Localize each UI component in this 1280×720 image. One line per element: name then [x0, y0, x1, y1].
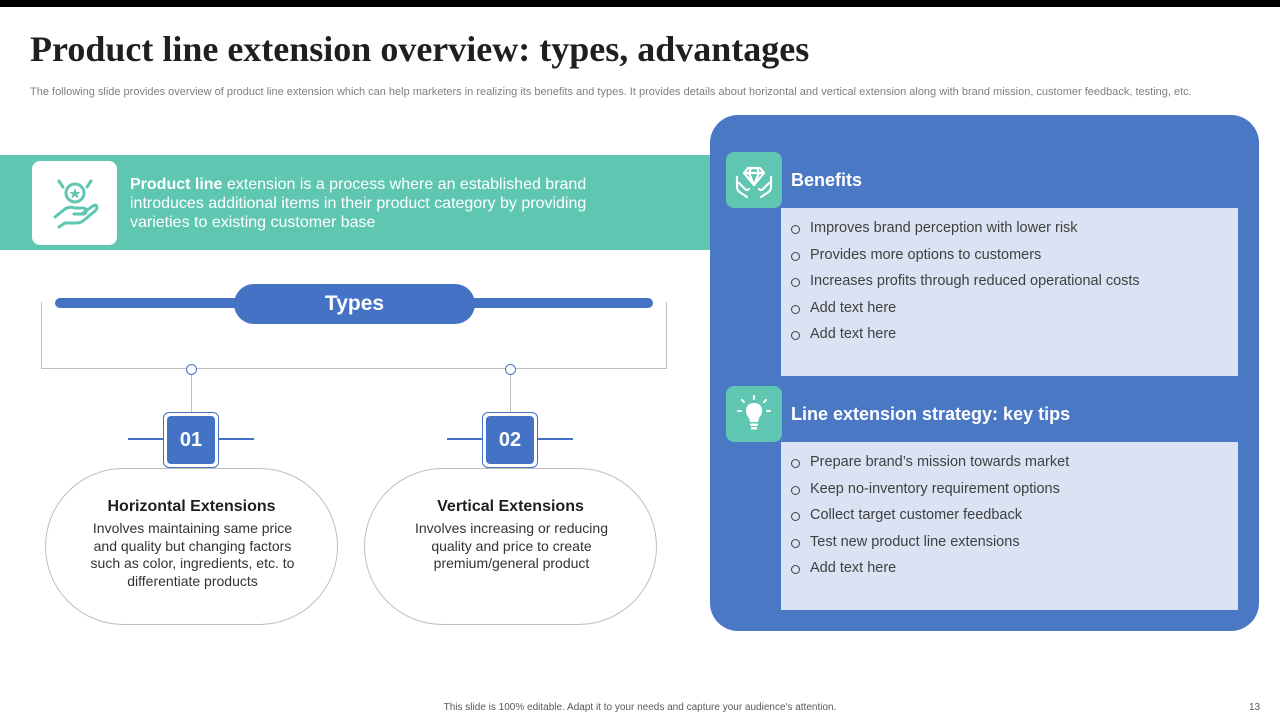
- connector-dot: [505, 364, 516, 375]
- type-description: Involves increasing or reducing quality and price to create premium/general product: [415, 520, 608, 571]
- list-item: [791, 532, 1069, 559]
- benefits-box: [781, 208, 1238, 376]
- intro-text: [130, 175, 600, 232]
- tips-list: [791, 452, 1069, 585]
- tips-title: Line extension strategy: key tips: [791, 404, 1071, 424]
- intro-icon-box: [32, 161, 117, 245]
- bullet-icon: [791, 565, 800, 574]
- connector-line: [191, 369, 192, 413]
- bullet-icon: [791, 486, 800, 495]
- type-title: Horizontal Extensions: [107, 498, 276, 515]
- intro-body: extension is a process where an established brand introduces additional items in their product category by providing varieties to existing customer base: [130, 176, 587, 231]
- benefits-list: [791, 218, 1140, 351]
- list-item: [791, 218, 1140, 245]
- type-number-badge: [482, 412, 538, 468]
- type-card-vertical: [364, 468, 657, 625]
- list-item-text: Increases profits through reduced operational costs: [810, 273, 1140, 289]
- types-heading: Types: [234, 284, 475, 324]
- list-item: [791, 558, 1069, 585]
- benefits-title: Benefits: [791, 170, 863, 190]
- list-item: [791, 324, 1140, 351]
- list-item: [791, 452, 1069, 479]
- type-number-badge: [163, 412, 219, 468]
- benefits-icon-box: [726, 152, 782, 208]
- list-item: [791, 245, 1140, 272]
- hand-with-money-icon: [49, 177, 101, 229]
- bullet-icon: [791, 278, 800, 287]
- list-item-text: Test new product line extensions: [810, 533, 1020, 550]
- list-item-text: Add text here: [810, 560, 897, 576]
- list-item: [791, 298, 1140, 325]
- list-item-text: Add text here: [810, 299, 897, 316]
- connector-line: [510, 369, 511, 413]
- slide-subtitle: The following slide provides overview of product line extension which can help marketers in realizing its benefits and types. It provides details about horizontal and vertical extension along with brand mission, customer feedback, testing, etc.: [30, 86, 1192, 98]
- connector-dot: [186, 364, 197, 375]
- tips-box: [781, 442, 1238, 610]
- tips-icon-box: [726, 386, 782, 442]
- lightbulb-icon: [734, 394, 774, 434]
- list-item-text: Add text here: [810, 326, 897, 342]
- bullet-icon: [791, 225, 800, 234]
- footer-note: This slide is 100% editable. Adapt it to your needs and capture your audience's attention.: [443, 702, 837, 713]
- bullet-icon: [791, 512, 800, 521]
- list-item: [791, 271, 1140, 298]
- list-item-text: Prepare brand’s mission towards market: [810, 454, 1070, 470]
- bullet-icon: [791, 539, 800, 548]
- list-item: [791, 505, 1069, 532]
- page-number: 13: [1249, 702, 1261, 713]
- type-card-horizontal: [45, 468, 338, 625]
- type-description: Involves maintaining same price and quality but changing factors such as color, ingredients, etc. to differentiate products: [90, 520, 295, 589]
- list-item-text: Collect target customer feedback: [810, 507, 1022, 523]
- hands-diamond-icon: [733, 159, 775, 201]
- slide-title: Product line extension overview: types, advantages: [30, 29, 810, 69]
- intro-highlight: Product line: [130, 176, 223, 193]
- type-number: 01: [167, 416, 215, 464]
- type-title: Vertical Extensions: [437, 498, 584, 515]
- list-item-text: Keep no-inventory requirement options: [810, 480, 1060, 497]
- bullet-icon: [791, 252, 800, 261]
- bullet-icon: [791, 305, 800, 314]
- top-bar: [0, 0, 1280, 7]
- list-item-text: Improves brand perception with lower risk: [810, 220, 1078, 236]
- bullet-icon: [791, 459, 800, 468]
- list-item: [791, 479, 1069, 506]
- bullet-icon: [791, 331, 800, 340]
- type-number: 02: [486, 416, 534, 464]
- list-item-text: Provides more options to customers: [810, 246, 1042, 263]
